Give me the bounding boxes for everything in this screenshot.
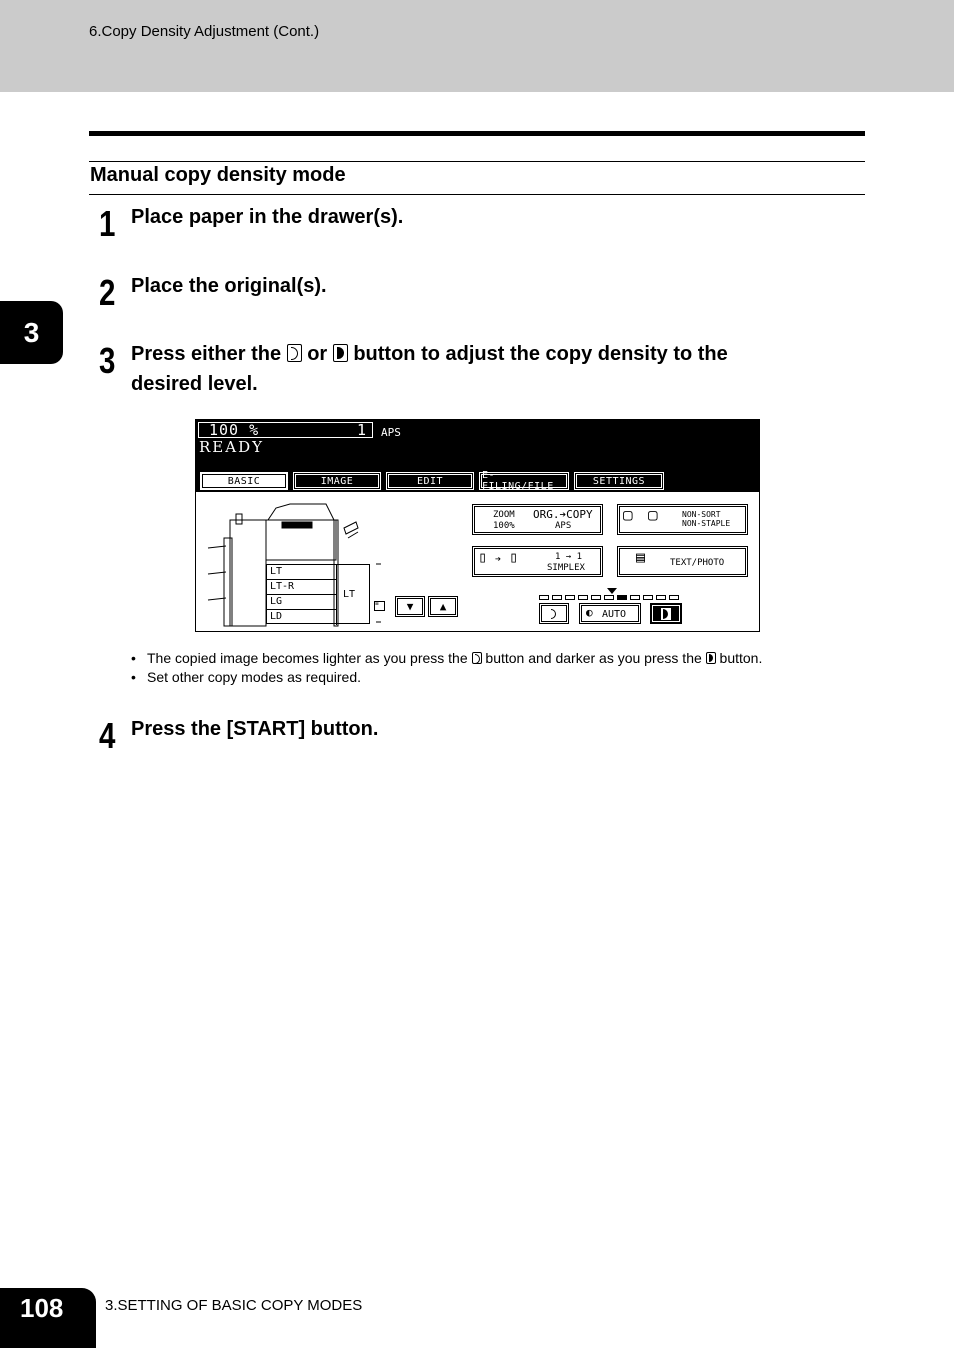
density-marker-icon [607,588,617,594]
staple-label: NON-STAPLE [682,519,731,528]
text-photo-label: TEXT/PHOTO [670,558,725,568]
bypass-tray-icon: ≡ [374,601,385,611]
zoom-value: 100 % [209,421,260,439]
tab-settings[interactable]: SETTINGS [574,472,664,490]
lighter-button[interactable] [539,603,569,624]
simplex-original-icon: ▯ [478,548,488,566]
duplex-mode-label: 1 → 1 [555,552,583,562]
step-text-4: Press the [START] button. [131,718,379,740]
density-segment [578,595,588,600]
finishing-button[interactable] [617,504,748,535]
drawer-lt-r[interactable]: LT-R [267,580,337,595]
note-1-text-c: button. [719,650,763,666]
density-segment [643,595,653,600]
light-density-icon [287,344,302,362]
triangle-down-icon: ▼ [397,598,423,615]
density-segment [604,595,614,600]
copy-count: 1 [356,421,366,439]
function-tabs [200,472,664,490]
list-item: • The copied image becomes lighter as you press the button and darker as you press the button. [131,650,763,666]
scroll-down-button[interactable] [395,596,425,617]
simplex-label: SIMPLEX [547,563,585,573]
tab-e-filing-file[interactable]: E-FILING/FILE [479,472,569,490]
dark-density-icon [661,608,671,620]
aps-indicator: APS [381,426,401,439]
header-band [0,0,954,92]
paper-size-table [266,564,370,624]
density-segment [630,595,640,600]
tab-basic[interactable]: BASIC [200,472,288,490]
light-density-icon [549,608,559,620]
sort-label: NON-SORT [682,510,721,519]
section-title: Manual copy density mode [90,164,346,186]
zoom-display [198,422,373,438]
section-rule-bottom [89,194,865,195]
zoom-aps-label: APS [555,521,572,531]
list-item: • Set other copy modes as required. [131,669,362,685]
step-text-1: Place paper in the drawer(s). [131,206,404,228]
density-segment [565,595,575,600]
selected-paper-size: LT [343,589,356,600]
step-number-4: 4 [99,715,116,756]
density-level-bar [539,595,679,600]
status-message: READY [199,438,265,456]
dark-density-icon [706,652,716,664]
step-3-text-a: Press either the [131,343,282,365]
section-rule-top [89,161,865,162]
running-title: 6.Copy Density Adjustment (Cont.) [89,23,320,40]
note-1-text-b: button and darker as you press the [485,650,702,666]
auto-label: AUTO [602,609,627,620]
step-3-text-b: or [307,343,328,365]
tab-image[interactable]: IMAGE [293,472,381,490]
original-mode-button[interactable] [617,546,748,577]
density-segment [617,595,627,600]
density-segment [552,595,562,600]
step-number-1: 1 [99,203,116,244]
density-segment [656,595,666,600]
orig-copy-label: ORG.➔COPY [533,508,593,521]
density-segment [539,595,549,600]
triangle-up-icon: ▲ [430,598,456,615]
zoom-percent: 100% [493,521,515,531]
density-segment [591,595,601,600]
auto-density-icon: ◐ [586,606,593,619]
note-1-text-a: The copied image becomes lighter as you press the [147,650,468,666]
dark-density-icon [333,344,348,362]
density-segment [669,595,679,600]
panel-message-area [196,420,759,492]
zoom-label: ZOOM [493,510,515,520]
step-3-text-d: desired level. [131,373,258,395]
drawer-ld[interactable]: LD [267,610,337,625]
tab-edit[interactable]: EDIT [386,472,474,490]
notes-list [131,649,762,687]
light-density-icon [472,652,482,664]
text-photo-icon: ▤ [636,548,646,566]
darker-button[interactable] [650,603,682,624]
step-number-3: 3 [99,340,116,381]
chapter-tab: 3 [0,301,63,364]
duplex-button[interactable] [472,546,603,577]
footer-chapter-title: 3.SETTING OF BASIC COPY MODES [105,1297,363,1314]
document-stack-icon: ▢ [648,505,658,524]
step-number-2: 2 [99,272,116,313]
drawer-lt[interactable]: LT [267,565,337,580]
simplex-copy-icon: ▯ [509,548,519,566]
note-2-text: Set other copy modes as required. [147,669,362,685]
document-icon: ▢ [623,505,633,524]
scroll-up-button[interactable] [428,596,458,617]
arrow-right-icon: ➔ [495,554,502,565]
page-number: 108 [0,1288,96,1348]
drawer-lg[interactable]: LG [267,595,337,610]
thick-rule [89,131,865,136]
zoom-button[interactable] [472,504,603,535]
control-panel-screen [195,419,760,632]
step-3-text-c: button to adjust the copy density to the [353,343,728,365]
step-text-3 [131,339,831,399]
auto-density-button[interactable] [579,603,641,624]
step-text-2: Place the original(s). [131,275,327,297]
